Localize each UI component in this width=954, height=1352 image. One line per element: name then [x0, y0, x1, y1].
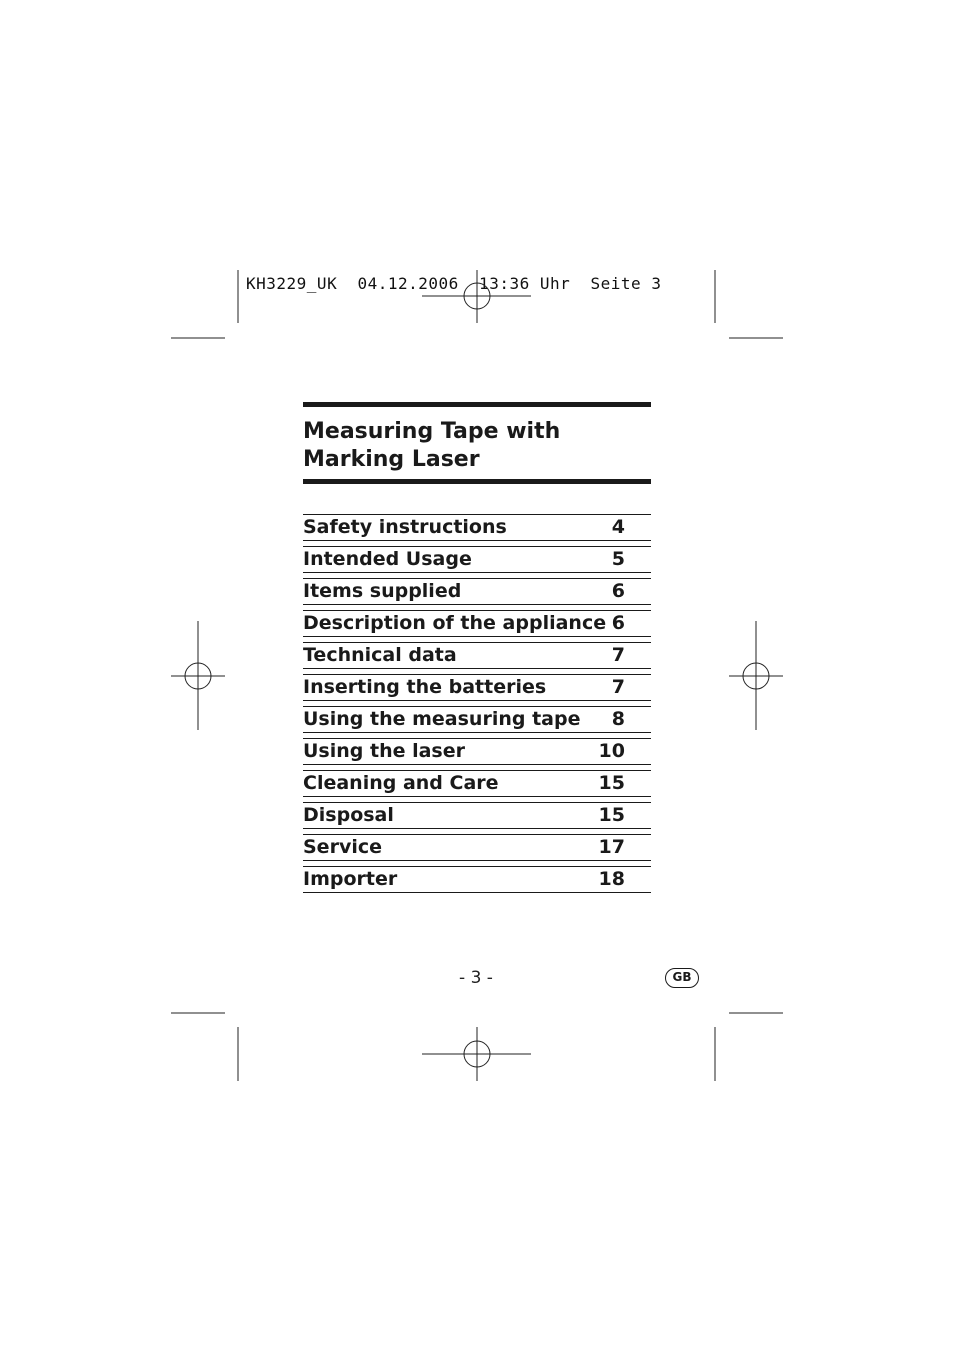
- toc-entry: [303, 642, 651, 669]
- toc-entry-label: Service: [303, 836, 382, 858]
- toc-entry-page: 15: [598, 804, 625, 826]
- toc-entry: [303, 706, 651, 733]
- toc-entry: [303, 610, 651, 637]
- toc-entry: [303, 578, 651, 605]
- registration-mark: [464, 1041, 490, 1067]
- toc-entry: [303, 834, 651, 861]
- toc-entry: [303, 546, 651, 573]
- toc-entry-label: Disposal: [303, 804, 394, 826]
- toc-entry-label: Cleaning and Care: [303, 772, 499, 794]
- toc-entry: [303, 738, 651, 765]
- toc-entry-page: 10: [598, 740, 625, 762]
- toc-entry-label: Using the laser: [303, 740, 466, 762]
- toc-entry-label: Safety instructions: [303, 516, 507, 538]
- toc-entry-page: 7: [611, 644, 625, 666]
- page-number: - 3 -: [459, 968, 493, 988]
- toc-entry-page: 4: [611, 516, 625, 538]
- toc-entry-label: Items supplied: [303, 580, 462, 602]
- print-slug: KH3229_UK 04.12.2006 13:36 Uhr Seite 3: [246, 274, 662, 293]
- toc-entry-page: 5: [611, 548, 625, 570]
- toc-entry-label: Intended Usage: [303, 548, 472, 570]
- toc-entry: [303, 514, 651, 541]
- toc-entry-page: 17: [598, 836, 625, 858]
- toc-entry-page: 6: [611, 580, 625, 602]
- toc-entry-label: Description of the appliance: [303, 612, 607, 634]
- toc-entry-label: Technical data: [303, 644, 457, 666]
- document-title: Measuring Tape with Marking Laser: [303, 419, 561, 472]
- toc-entry-page: 7: [611, 676, 625, 698]
- toc-entry: [303, 866, 651, 893]
- language-badge: GB: [665, 968, 699, 988]
- toc-entry-page: 18: [598, 868, 625, 890]
- toc-entry-page: 15: [598, 772, 625, 794]
- toc-entry: [303, 674, 651, 701]
- toc-entry-page: 6: [611, 612, 625, 634]
- toc-entry: [303, 770, 651, 797]
- toc-entry-page: 8: [611, 708, 625, 730]
- toc-entry-label: Importer: [303, 868, 398, 890]
- toc-entry-label: Inserting the batteries: [303, 676, 547, 698]
- registration-mark: [743, 663, 769, 689]
- toc-entry: [303, 802, 651, 829]
- registration-mark: [185, 663, 211, 689]
- title-block: [303, 402, 651, 484]
- toc-entry-label: Using the measuring tape: [303, 708, 581, 730]
- table-of-contents: [303, 514, 651, 898]
